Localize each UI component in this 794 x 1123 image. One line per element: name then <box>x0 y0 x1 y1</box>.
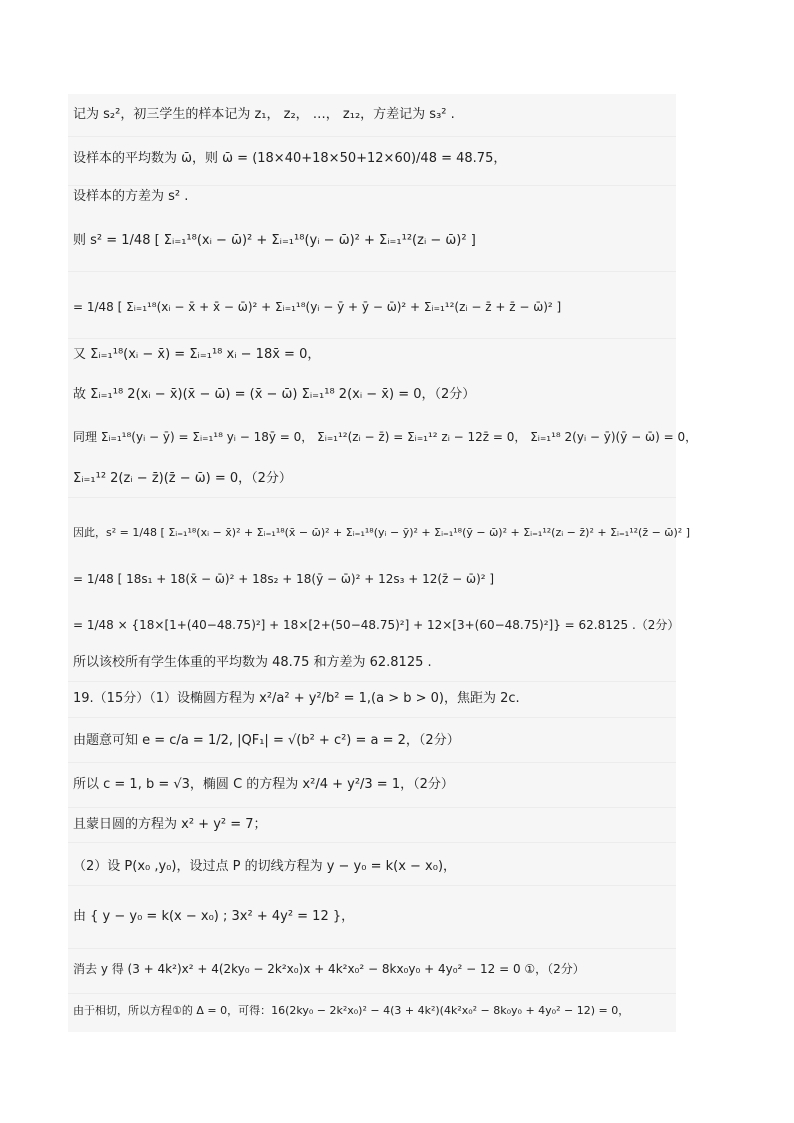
text-line: = 1/48 [ Σᵢ₌₁¹⁸(xᵢ − x̄ + x̄ − ω̄)² + Σᵢ₌₁¹⁸(yᵢ − ȳ + ȳ − ω̄)² + Σᵢ₌₁¹²(zᵢ − z̄ + z̄ − ω̄)² ] <box>73 300 562 314</box>
text-line: Σᵢ₌₁¹² 2(zᵢ − z̄)(z̄ − ω̄) = 0，（2分） <box>73 471 292 486</box>
line-separator <box>68 807 676 808</box>
text-line: = 1/48 [ 18s₁ + 18(x̄ − ω̄)² + 18s₂ + 18(ȳ − ω̄)² + 12s₃ + 12(z̄ − ω̄)² ] <box>73 572 495 586</box>
text-line: 由题意可知 e = c/a = 1/2, |QF₁| = √(b² + c²) = a = 2，（2分） <box>73 733 460 748</box>
text-line: 故 Σᵢ₌₁¹⁸ 2(xᵢ − x̄)(x̄ − ω̄) = (x̄ − ω̄) Σᵢ₌₁¹⁸ 2(xᵢ − x̄) = 0，（2分） <box>73 387 476 402</box>
line-separator <box>68 338 676 339</box>
line-separator <box>68 885 676 886</box>
text-line: 19.（15分）（1）设椭圆方程为 x²/a² + y²/b² = 1,(a > b > 0)，焦距为 2c. <box>73 691 520 706</box>
text-line: 设样本的平均数为 ω̄，则 ω̄ = (18×40+18×50+12×60)/48 = 48.75， <box>73 151 507 166</box>
text-line: 且蒙日圆的方程为 x² + y² = 7； <box>73 817 267 832</box>
line-separator <box>68 842 676 843</box>
text-line: = 1/48 × {18×[1+(40−48.75)²] + 18×[2+(50−48.75)²] + 12×[3+(60−48.75)²]} = 62.8125 .（2分） <box>73 618 680 632</box>
text-line: 又 Σᵢ₌₁¹⁸(xᵢ − x̄) = Σᵢ₌₁¹⁸ xᵢ − 18x̄ = 0， <box>73 347 321 362</box>
line-separator <box>68 948 676 949</box>
text-line: 设样本的方差为 s² . <box>73 189 189 204</box>
line-separator <box>68 271 676 272</box>
text-line: 记为 s₂²，初三学生的样本记为 z₁， z₂， …， z₁₂，方差记为 s₃² . <box>73 107 455 122</box>
text-line: 所以该校所有学生体重的平均数为 48.75 和方差为 62.8125 . <box>73 655 432 670</box>
text-line: 则 s² = 1/48 [ Σᵢ₌₁¹⁸(xᵢ − ω̄)² + Σᵢ₌₁¹⁸(yᵢ − ω̄)² + Σᵢ₌₁¹²(zᵢ − ω̄)² ] <box>73 233 476 248</box>
text-line: 由于相切，所以方程①的 Δ = 0，可得：16(2ky₀ − 2k²x₀)² − 4(3 + 4k²)(4k²x₀² − 8k₀y₀ + 4y₀² − 12) = 0， <box>73 1004 630 1017</box>
line-separator <box>68 993 676 994</box>
line-separator <box>68 717 676 718</box>
line-separator <box>68 497 676 498</box>
line-separator <box>68 136 676 137</box>
text-line: 因此，s² = 1/48 [ Σᵢ₌₁¹⁸(xᵢ − x̄)² + Σᵢ₌₁¹⁸(x̄ − ω̄)² + Σᵢ₌₁¹⁸(yᵢ − ȳ)² + Σᵢ₌₁¹⁸(ȳ − ω̄)² + Σᵢ₌₁¹²(zᵢ − z̄)² + Σᵢ₌₁¹²(z̄ − ω̄)² ] <box>73 526 691 539</box>
line-separator <box>68 762 676 763</box>
text-line: 消去 y 得 (3 + 4k²)x² + 4(2ky₀ − 2k²x₀)x + 4k²x₀² − 8kx₀y₀ + 4y₀² − 12 = 0 ①，（2分） <box>73 962 585 976</box>
text-line: 由 { y − y₀ = k(x − x₀) ; 3x² + 4y² = 12 }， <box>73 909 355 924</box>
line-separator <box>68 185 676 186</box>
text-line: （2）设 P(x₀ ,y₀)，设过点 P 的切线方程为 y − y₀ = k(x − x₀)， <box>73 859 457 874</box>
text-line: 同理 Σᵢ₌₁¹⁸(yᵢ − ȳ) = Σᵢ₌₁¹⁸ yᵢ − 18ȳ = 0， Σᵢ₌₁¹²(zᵢ − z̄) = Σᵢ₌₁¹² zᵢ − 12z̄ = 0， Σᵢ₌₁¹⁸ 2(yᵢ − ȳ)(ȳ − ω̄) = 0， <box>73 430 698 444</box>
text-line: 所以 c = 1, b = √3，椭圆 C 的方程为 x²/4 + y²/3 = 1，（2分） <box>73 777 454 792</box>
line-separator <box>68 681 676 682</box>
